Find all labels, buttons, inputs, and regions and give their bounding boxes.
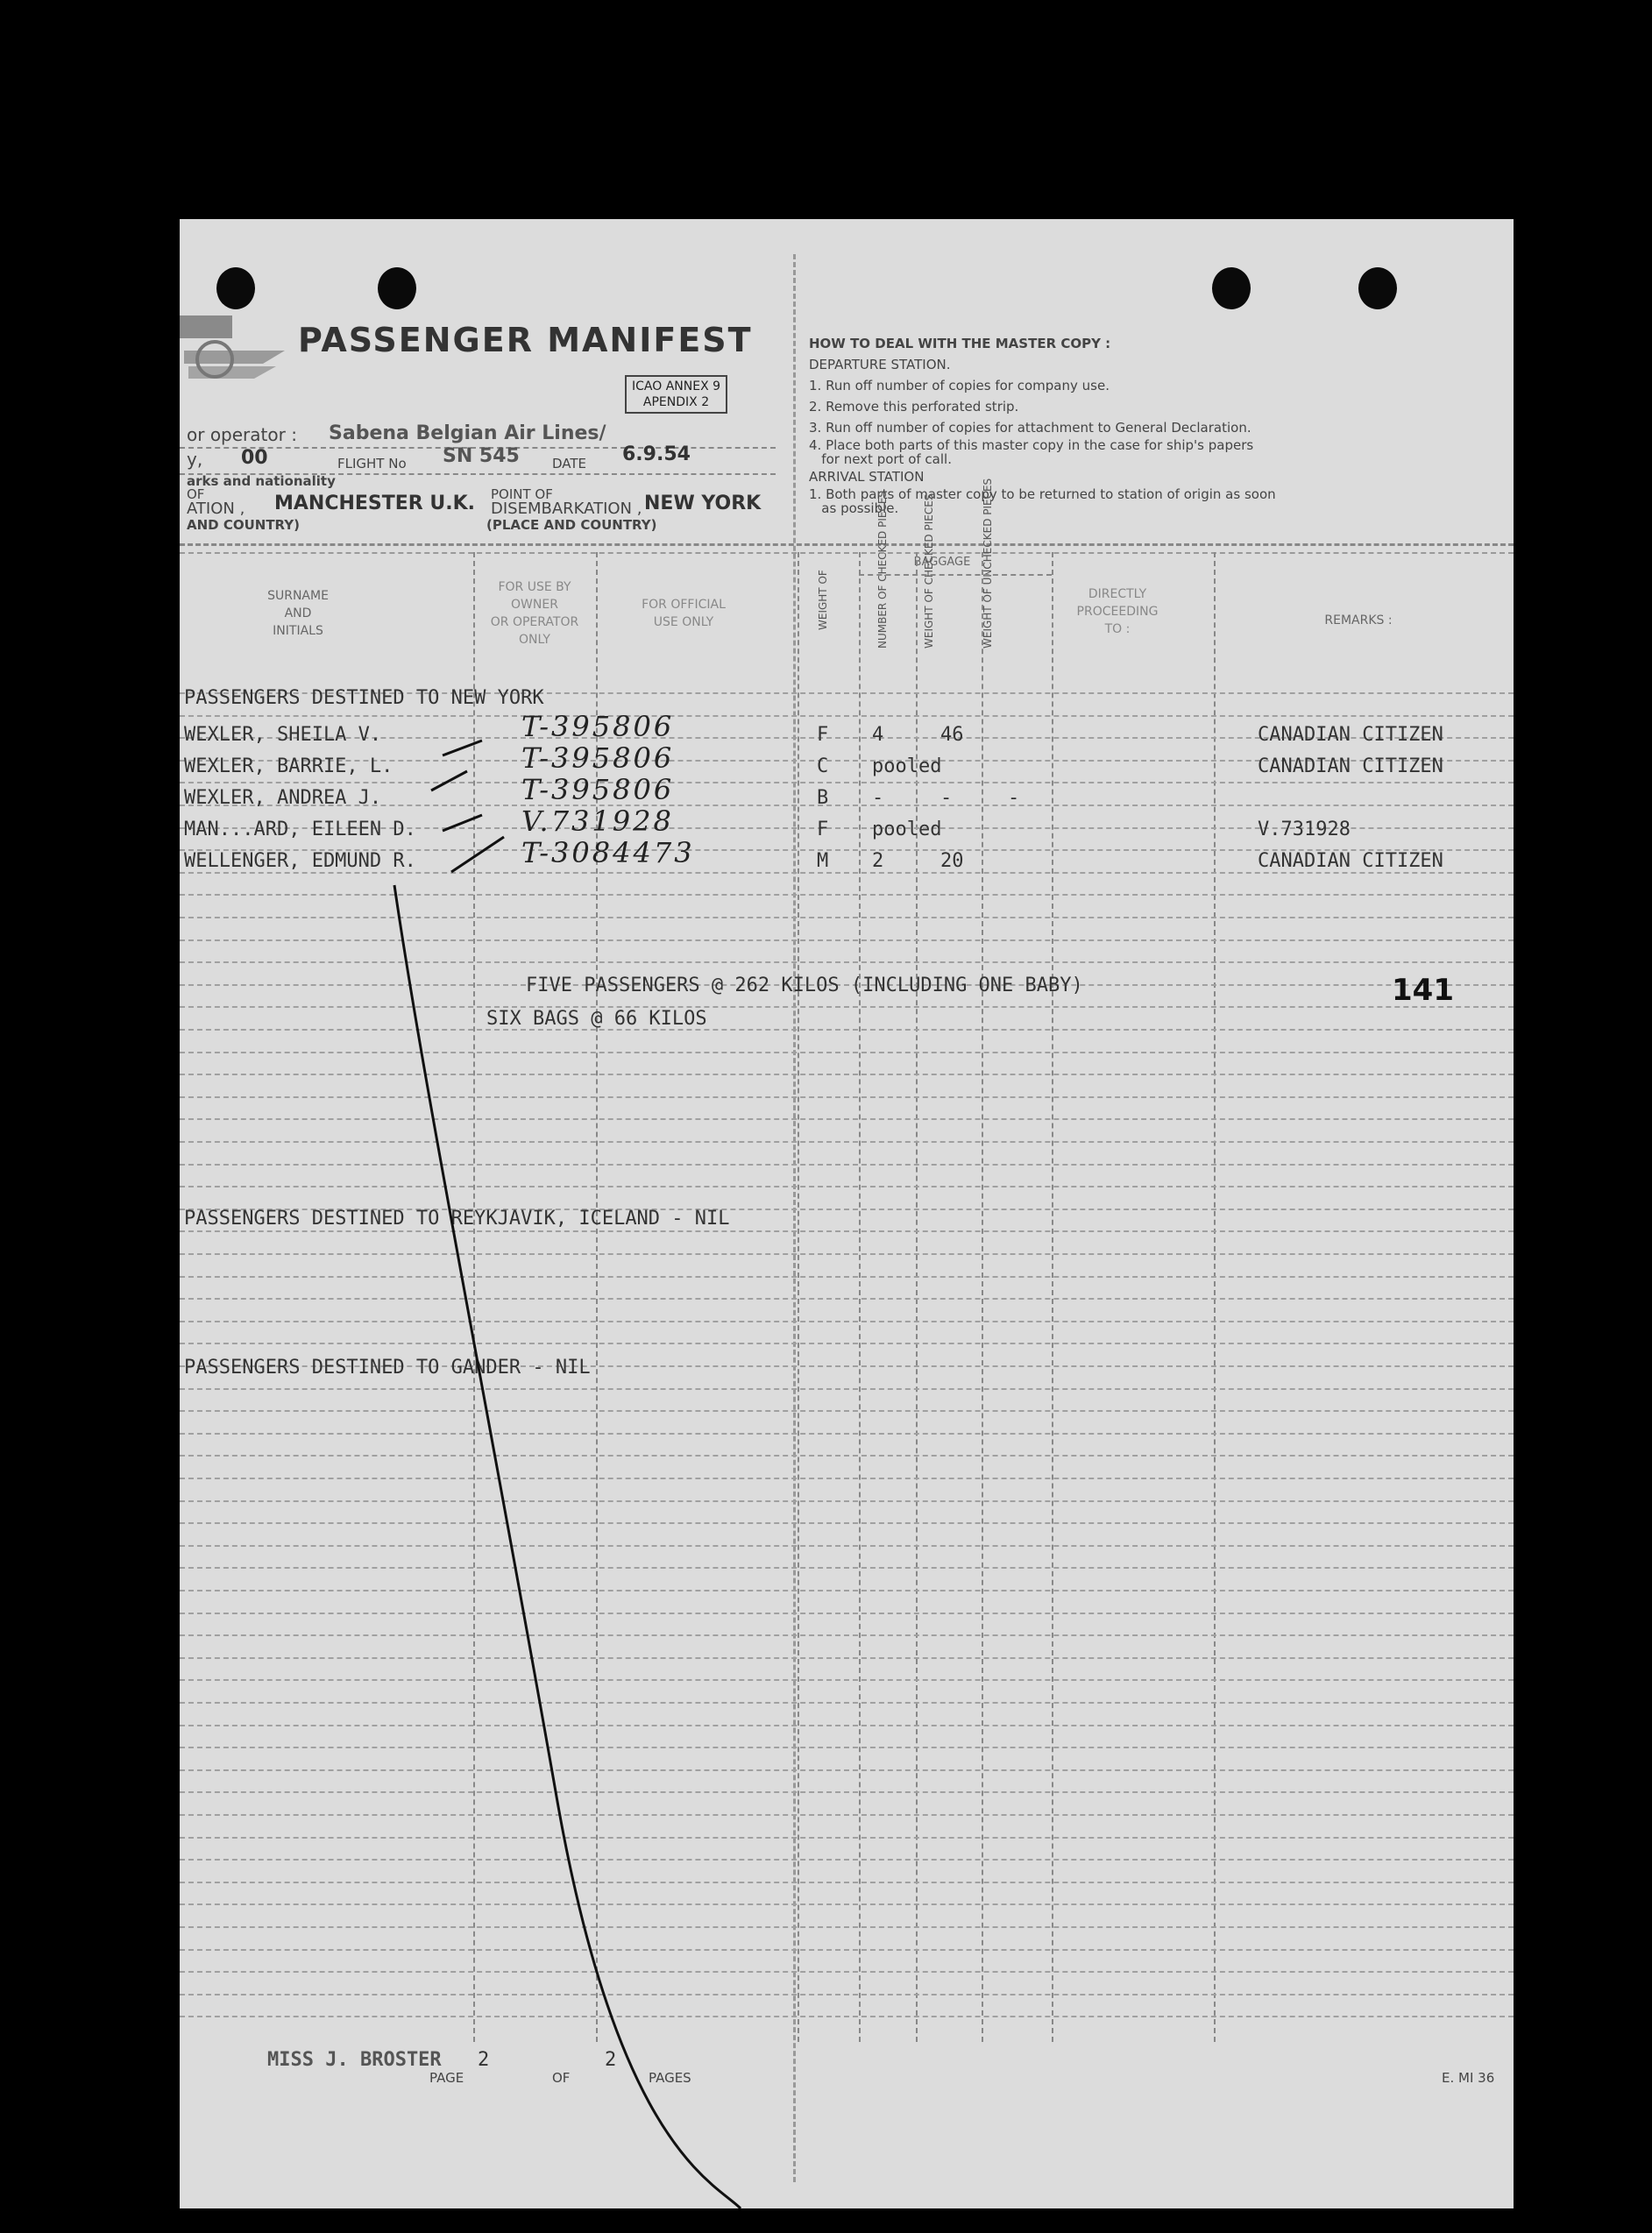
passenger-unchecked: -	[1008, 787, 1020, 809]
passenger-name: WEXLER, BARRIE, L.	[184, 755, 394, 777]
icao-line: APENDIX 2	[642, 395, 710, 409]
manifest-number: 141	[1392, 973, 1454, 1008]
embark-value: MANCHESTER U.K.	[274, 493, 476, 514]
summary-line: SIX BAGS @ 66 KILOS	[486, 1008, 707, 1030]
instruction-item: 2. Remove this perforated strip.	[809, 399, 1019, 415]
section-heading: PASSENGERS DESTINED TO REYKJAVIK, ICELAND - NIL	[184, 1208, 730, 1230]
passenger-remarks: CANADIAN CITIZEN	[1258, 755, 1443, 777]
footer-name: MISS J. BROSTER	[267, 2049, 442, 2071]
flight-value: SN 545	[443, 445, 520, 467]
footer-page-num: 2	[478, 2049, 490, 2071]
passenger-ticket: T-395806	[521, 773, 675, 806]
passenger-code: F	[817, 819, 829, 840]
instruction-item: 3. Run off number of copies for attachment to General Declaration.	[809, 420, 1251, 436]
passenger-ticket: T-395806	[521, 710, 675, 743]
passenger-weight: 46	[940, 724, 964, 746]
passenger-pieces: -	[872, 787, 884, 809]
marks-label: arks and nationality	[187, 473, 336, 489]
row2-value: 00	[241, 447, 268, 469]
passenger-pieces: 2	[872, 850, 884, 872]
departure-heading: DEPARTURE STATION.	[809, 357, 951, 372]
instruction-item: 4. Place both parts of this master copy in the case for ship's papers	[809, 437, 1254, 453]
arrival-item: as possible.	[809, 500, 899, 516]
col-baggage-header: BAGGAGE	[913, 556, 971, 569]
passenger-weight: -	[940, 787, 953, 809]
passenger-name: WELLENGER, EDMUND R.	[184, 850, 416, 872]
footer-form-code: E. MI 36	[1442, 2070, 1495, 2086]
passenger-ticket: T-395806	[521, 741, 675, 775]
row2-prefix: y,	[187, 449, 203, 470]
section-heading: PASSENGERS DESTINED TO GANDER - NIL	[184, 1357, 591, 1379]
handwritten-stroke	[180, 219, 1514, 2208]
date-label: DATE	[552, 456, 587, 471]
col-owner-header: FOR USE BY OWNER OR OPERATOR ONLY	[490, 580, 579, 647]
col-weight-header: WEIGHT OF	[817, 570, 829, 631]
footer-pages-label: PAGES	[649, 2070, 691, 2086]
passenger-name: WEXLER, ANDREA J.	[184, 787, 382, 809]
instruction-item: 1. Run off number of copies for company use.	[809, 378, 1110, 393]
passenger-code: C	[817, 755, 829, 777]
page-title: PASSENGER MANIFEST	[298, 321, 753, 359]
passenger-name: MAN...ARD, EILEEN D.	[184, 819, 416, 840]
passenger-pieces: pooled	[872, 755, 942, 777]
place-country-label: (PLACE AND COUNTRY)	[486, 517, 657, 533]
instructions-title: HOW TO DEAL WITH THE MASTER COPY :	[809, 336, 1111, 351]
disembark-value: NEW YORK	[644, 493, 762, 514]
passenger-remarks: CANADIAN CITIZEN	[1258, 850, 1443, 872]
arrival-heading: ARRIVAL STATION	[809, 469, 925, 485]
instruction-item: for next port of call.	[809, 451, 952, 467]
col-proceeding-header: DIRECTLY PROCEEDING TO :	[1076, 587, 1159, 636]
icao-line: ICAO ANNEX 9	[632, 379, 721, 393]
embark-label: ATION ,	[187, 500, 245, 518]
point-label: POINT OF	[491, 486, 553, 502]
flight-label: FLIGHT No	[337, 456, 407, 471]
passenger-remarks: V.731928	[1258, 819, 1351, 840]
footer-page-label: PAGE	[429, 2070, 464, 2086]
passenger-ticket: V.731928	[521, 805, 674, 838]
passenger-code: F	[817, 724, 829, 746]
manifest-paper	[180, 219, 1514, 2208]
passenger-code: M	[817, 850, 829, 872]
operator-value: Sabena Belgian Air Lines/	[329, 422, 606, 444]
passenger-pieces: pooled	[872, 819, 942, 840]
of-label: OF	[187, 486, 205, 502]
passenger-weight: 20	[940, 850, 964, 872]
disembark-label: DISEMBARKATION ,	[491, 500, 642, 518]
passenger-remarks: CANADIAN CITIZEN	[1258, 724, 1443, 746]
col-checked-pieces-header: NUMBER OF CHECKED PIECES	[876, 490, 889, 649]
col-unchecked-weight-header: WEIGHT OF UNCHECKED PIECES	[982, 478, 994, 649]
footer-of-label: OF	[552, 2070, 571, 2086]
arrival-item: 1. Both parts of master copy to be returned to station of origin as soon	[809, 486, 1276, 502]
date-value: 6.9.54	[622, 443, 691, 465]
col-remarks-header: REMARKS :	[1324, 613, 1393, 627]
col-surname-header: SURNAME AND INITIALS	[267, 589, 329, 638]
and-country-label: AND COUNTRY)	[187, 517, 301, 533]
operator-label: or operator :	[187, 424, 297, 445]
summary-line: FIVE PASSENGERS @ 262 KILOS (INCLUDING ONE BABY)	[526, 975, 1083, 996]
col-official-header: FOR OFFICIAL USE ONLY	[642, 598, 726, 629]
section-heading: PASSENGERS DESTINED TO NEW YORK	[184, 687, 544, 709]
passenger-code: B	[817, 787, 829, 809]
footer-of-num: 2	[605, 2049, 617, 2071]
col-checked-weight-header: WEIGHT OF CHECKED PIECES	[923, 493, 935, 649]
passenger-ticket: T-3084473	[521, 836, 695, 869]
passenger-name: WEXLER, SHEILA V.	[184, 724, 382, 746]
passenger-pieces: 4	[872, 724, 884, 746]
